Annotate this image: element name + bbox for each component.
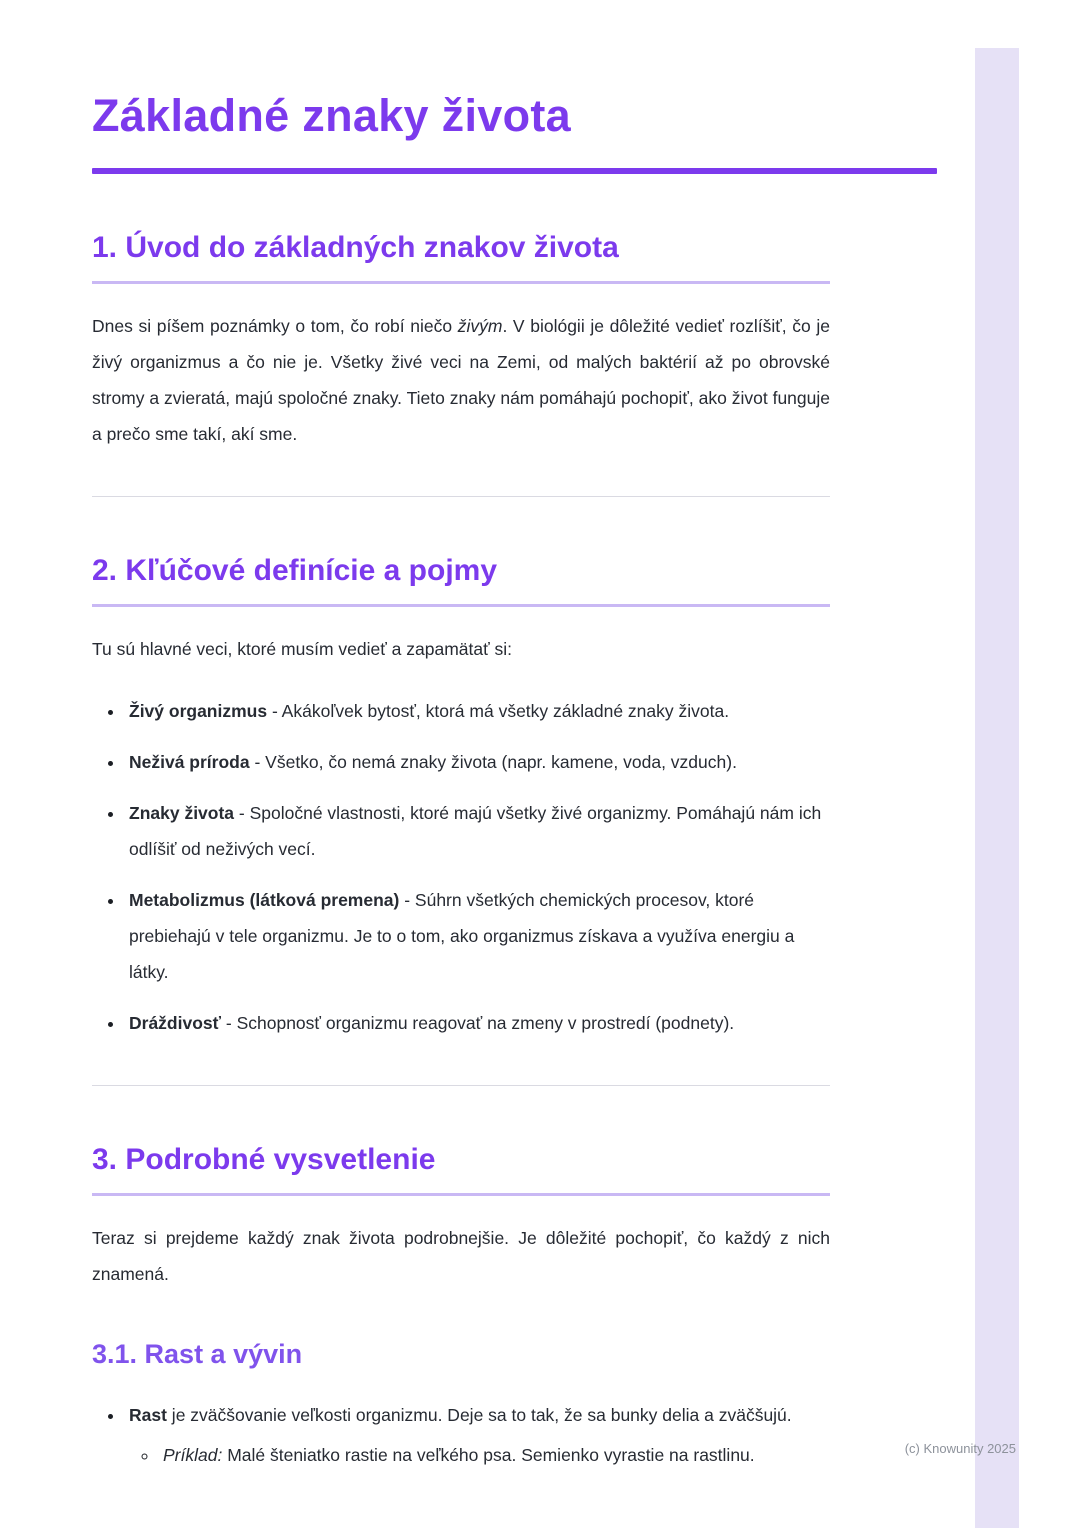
definition-text: - Spoločné vlastnosti, ktoré majú všetky živé organizmy. Pomáhajú nám ich odlíšiť od neživých vecí. — [129, 803, 822, 860]
example-item — [159, 1437, 830, 1473]
definition-term: Dráždivosť — [129, 1013, 222, 1034]
growth-list — [92, 1397, 830, 1473]
definition-item — [125, 744, 830, 780]
section-2-intro: Tu sú hlavné veci, ktoré musím vedieť a zapamätať si: — [92, 638, 513, 659]
definition-term: Metabolizmus (látková premena) — [129, 890, 400, 911]
section-1-paragraph — [92, 308, 830, 452]
definition-item — [125, 882, 830, 990]
section-2-definitions — [92, 553, 830, 1041]
section-1-intro — [92, 230, 830, 452]
definitions-list — [92, 693, 830, 1041]
growth-item — [125, 1397, 830, 1473]
definition-term: Neživá príroda — [129, 752, 250, 773]
section-divider — [92, 1085, 830, 1086]
section-3-intro: Teraz si prejdeme každý znak života podrobnejšie. Je dôležité pochopiť, čo každý z nich znamená. — [92, 1228, 830, 1285]
copyright-note: (c) Knowunity 2025 — [904, 1441, 1016, 1456]
paragraph-text: . V biológii je dôležité vedieť rozlíšiť, čo je živý organizmus a čo nie je. Všetky živé veci na Zemi, od malých baktérií až po obrovské stromy a zvieratá, majú spoločné znaky. Tieto znaky nám pomáhajú pochopiť, ako život funguje a prečo sme takí, akí sme. — [92, 315, 830, 444]
subsection-3-1-heading: 3.1. Rast a vývin — [92, 1339, 303, 1370]
italic-term: živým — [457, 315, 503, 336]
definition-text: - Schopnosť organizmu reagovať na zmeny v prostredí (podnety). — [221, 1013, 735, 1034]
title-underline-rule — [92, 168, 937, 174]
decorative-side-strip — [975, 48, 1019, 1528]
section-3-explanation — [92, 1142, 830, 1473]
example-list — [129, 1437, 830, 1473]
definition-term: Znaky života — [129, 803, 235, 824]
definition-item — [125, 795, 830, 867]
definition-text: - Všetko, čo nemá znaky života (napr. kamene, voda, vzduch). — [249, 752, 737, 773]
definition-item — [125, 1005, 830, 1041]
definition-text: - Súhrn všetkých chemických procesov, ktoré prebiehajú v tele organizmu. Je to o tom, ako organizmus získava a využíva energiu a látky. — [129, 890, 795, 983]
section-2-heading: 2. Kľúčové definície a pojmy — [92, 553, 830, 607]
notes-content — [92, 0, 830, 1488]
definition-term: Živý organizmus — [129, 700, 268, 721]
section-divider — [92, 496, 830, 497]
definition-item — [125, 693, 830, 729]
example-text: Malé šteniatko rastie na veľkého psa. Semienko vyrastie na rastlinu. — [222, 1444, 755, 1465]
definition-text: - Akákoľvek bytosť, ktorá má všetky základné znaky života. — [267, 700, 730, 721]
paragraph-text: Dnes si píšem poznámky o tom, čo robí niečo — [92, 315, 458, 336]
growth-term: Rast — [129, 1404, 167, 1425]
page-title: Základné znaky života — [92, 90, 571, 141]
example-label: Príklad: — [163, 1444, 223, 1465]
section-3-heading: 3. Podrobné vysvetlenie — [92, 1142, 830, 1196]
growth-text: je zväčšovanie veľkosti organizmu. Deje sa to tak, že sa bunky delia a zväčšujú. — [166, 1404, 792, 1425]
section-1-heading: 1. Úvod do základných znakov života — [92, 230, 830, 284]
